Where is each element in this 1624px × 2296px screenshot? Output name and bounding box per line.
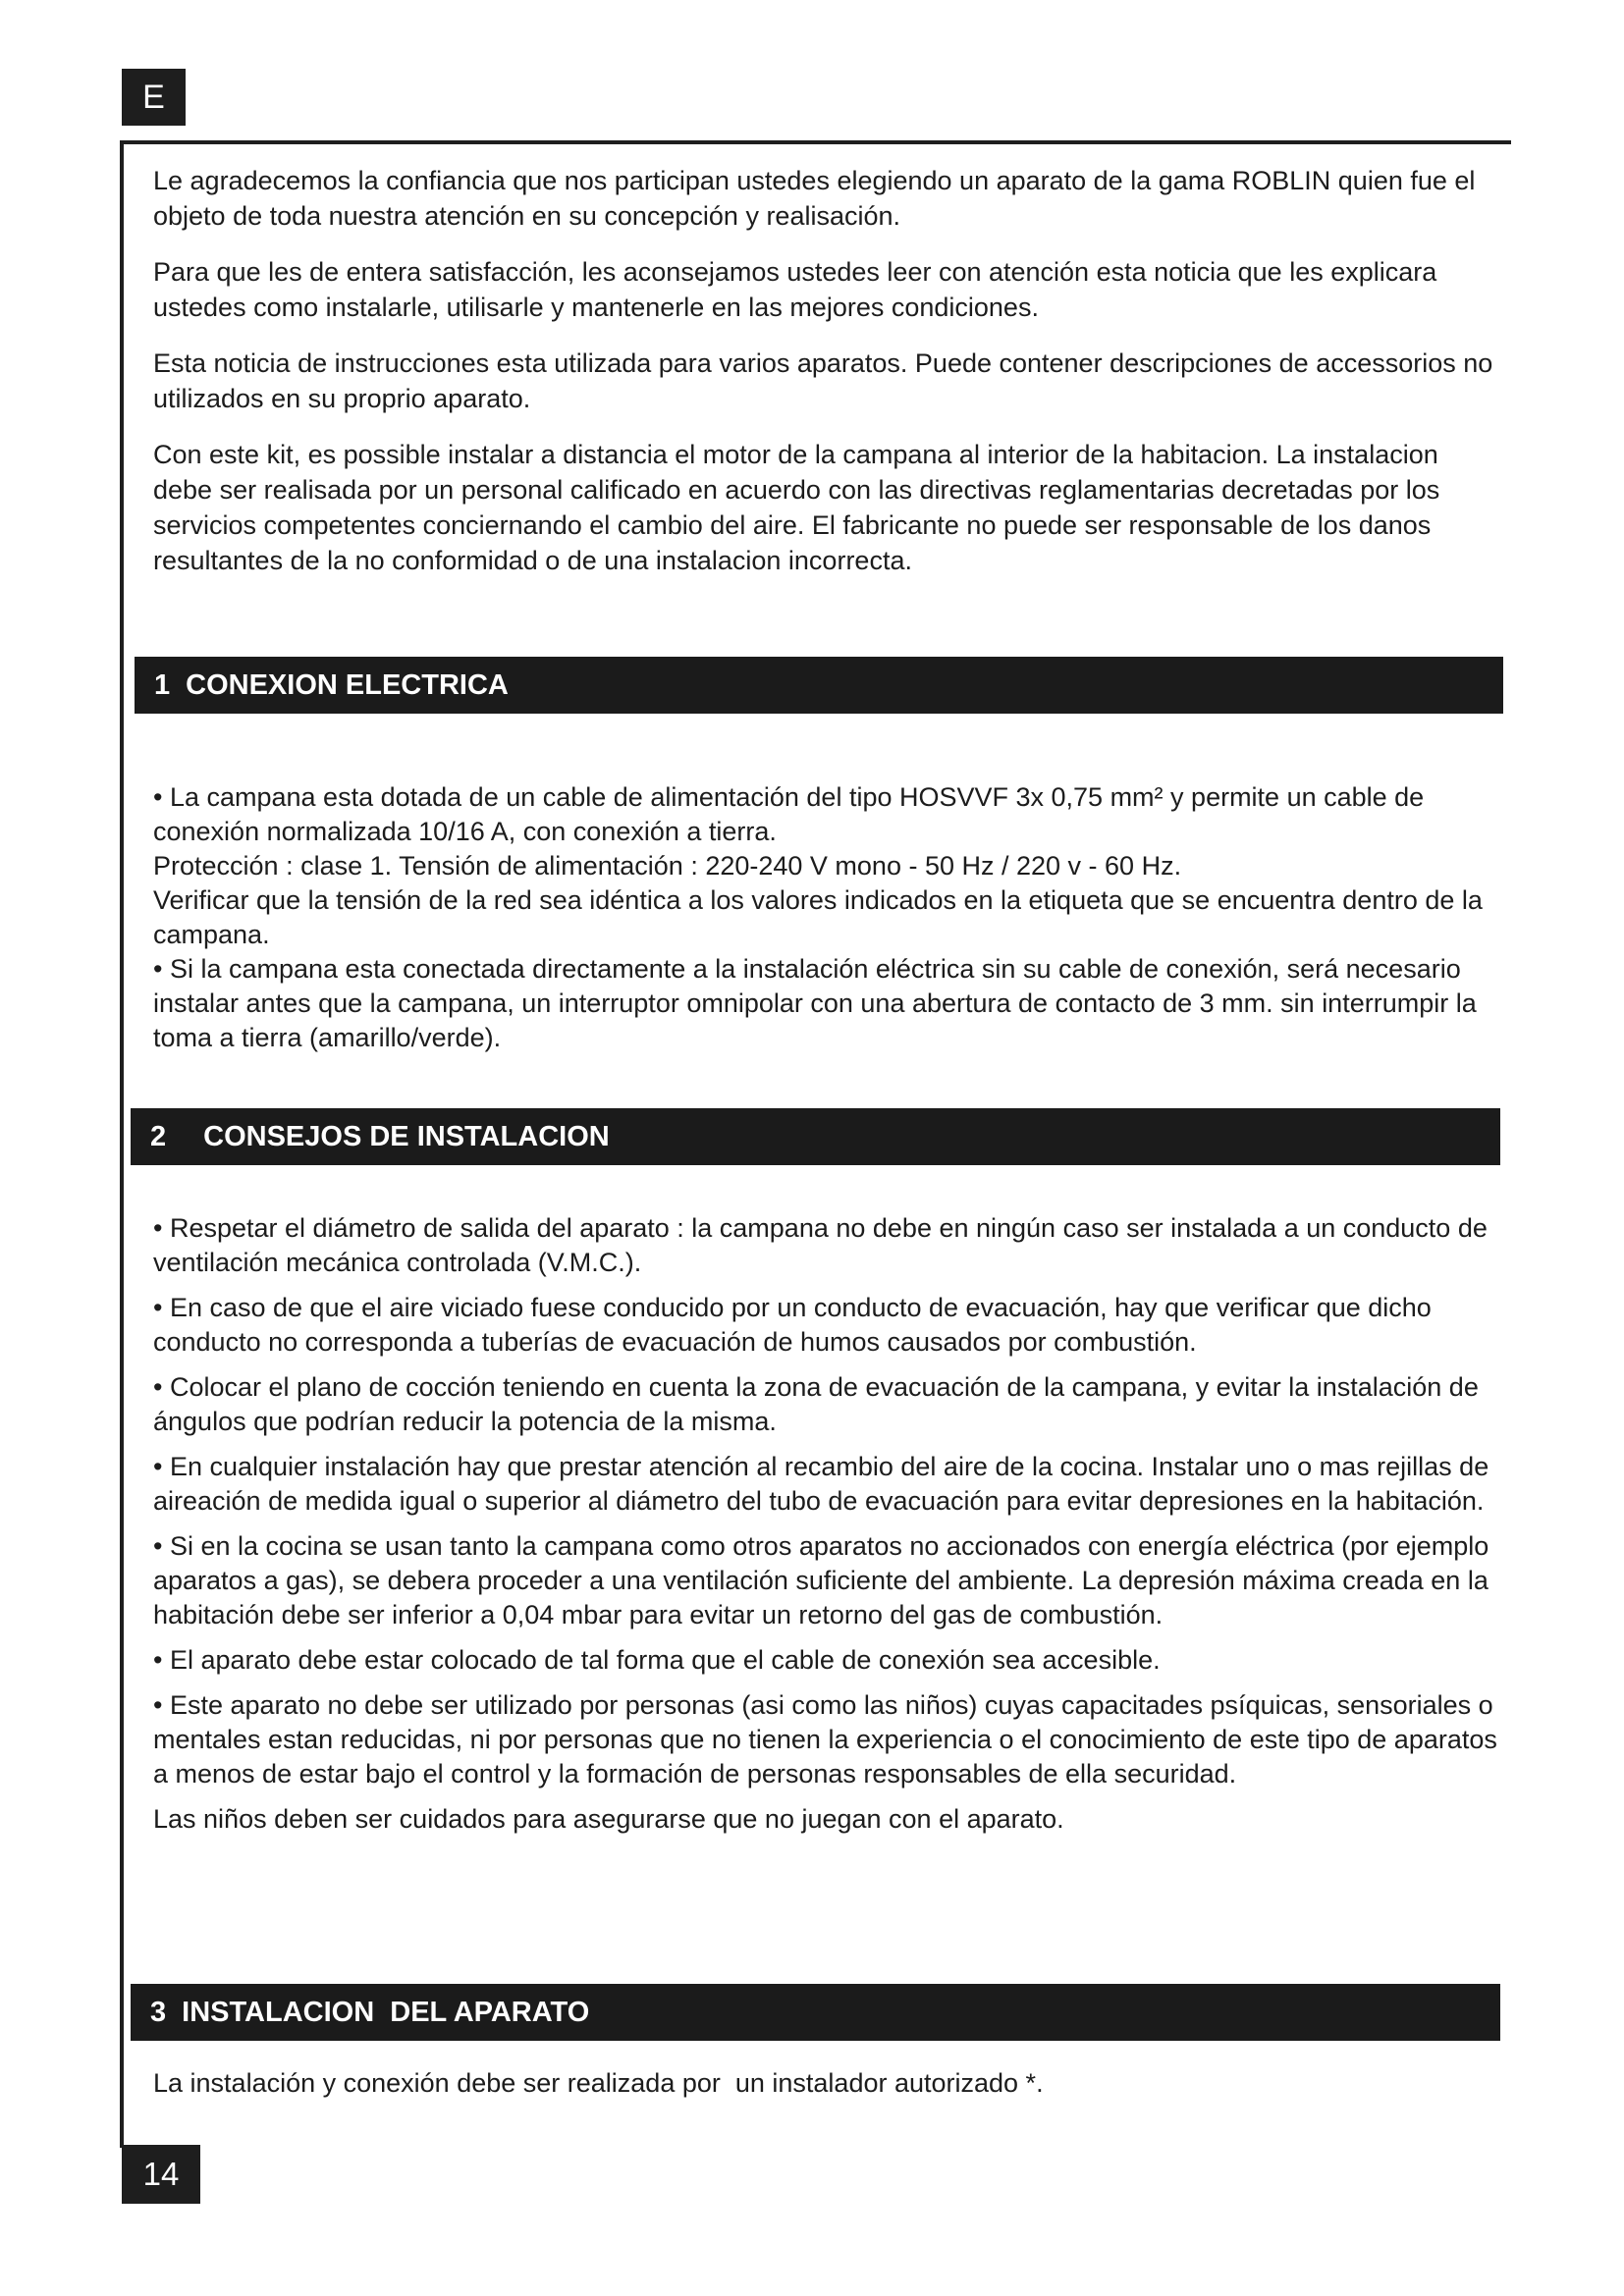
section-body-consejos-de-instalacion	[153, 1211, 1498, 1837]
section-title: CONSEJOS DE INSTALACION	[203, 1120, 610, 1152]
page-number: 14	[122, 2145, 200, 2204]
section-number: 2	[150, 1120, 167, 1152]
section-line: Protección : clase 1. Tensión de alimentación : 220-240 V mono - 50 Hz / 220 v - 60 Hz.	[153, 851, 1182, 881]
section-line: • Si la campana esta conectada directamente a la instalación eléctrica sin su cable de conexión, será necesario instalar antes que la campana, un interruptor omnipolar con una abertura de contacto de 3 mm. sin interrumpir la toma a tierra (amarillo/verde).	[153, 954, 1477, 1052]
section-line: Las niños deben ser cuidados para asegurarse que no juegan con el aparato.	[153, 1804, 1064, 1834]
section-body-conexion-electrica	[153, 780, 1498, 1055]
section-line: • Colocar el plano de cocción teniendo en cuenta la zona de evacuación de la campana, y evitar la instalación de ángulos que podrían reducir la potencia de la misma.	[153, 1372, 1479, 1436]
intro-paragraph: Esta noticia de instrucciones esta utilizada para varios aparatos. Puede contener descripciones de accessorios no utilizados en su proprio aparato.	[153, 348, 1493, 413]
section-line: • En cualquier instalación hay que prestar atención al recambio del aire de la cocina. Instalar uno o mas rejillas de aireación de medida igual o superior al diámetro del tubo de evacuación para evitar depresiones en la habitación.	[153, 1452, 1489, 1516]
section-line: • El aparato debe estar colocado de tal forma que el cable de conexión sea accesible.	[153, 1645, 1161, 1675]
intro-paragraph: Para que les de entera satisfacción, les aconsejamos ustedes leer con atención esta noticia que les explicara ustedes como instalarle, utilisarle y mantenerle en las mejores condiciones.	[153, 257, 1437, 322]
section-header-conexion-electrica	[135, 657, 1503, 714]
section-number: 3	[150, 1996, 167, 2028]
section-line: • En caso de que el aire viciado fuese conducido por un conducto de evacuación, hay que verificar que dicho conducto no corresponda a tuberías de evacuación de humos causados por combustión.	[153, 1293, 1432, 1357]
intro-paragraph: Le agradecemos la confiancia que nos participan ustedes elegiendo un aparato de la gama ROBLIN quien fue el objeto de toda nuestra atención en su concepción y realisación.	[153, 166, 1476, 231]
section-header-consejos-de-instalacion	[131, 1108, 1500, 1165]
section-line: • Respetar el diámetro de salida del aparato : la campana no debe en ningún caso ser instalada a un conducto de ventilación mecánica controlada (V.M.C.).	[153, 1213, 1488, 1277]
left-rule	[120, 140, 124, 2148]
top-rule	[120, 140, 1511, 144]
section-line: Verificar que la tensión de la red sea idéntica a los valores indicados en la etiqueta que se encuentra dentro de la campana.	[153, 885, 1483, 949]
section-line: • Este aparato no debe ser utilizado por personas (asi como las niños) cuyas capacitades psíquicas, sensoriales o mentales estan reducidas, ni por personas que no tienen la experiencia o el conocimiento de este tipo de aparatos a menos de estar bajo el control y la formación de personas responsables de ella securidad.	[153, 1690, 1497, 1789]
language-badge: E	[122, 69, 186, 126]
section-title: INSTALACION DEL APARATO	[182, 1996, 590, 2028]
section-header-instalacion-del-aparato	[131, 1984, 1500, 2041]
intro-paragraph: Con este kit, es possible instalar a distancia el motor de la campana al interior de la habitacion. La instalacion debe ser realisada por un personal calificado en acuerdo con las directivas reglamentarias decretadas por los servicios competentes conciernando el cambio del aire. El fabricante no puede ser responsable de los danos resultantes de la no conformidad o de una instalacion incorrecta.	[153, 440, 1440, 575]
section-line: • La campana esta dotada de un cable de alimentación del tipo HOSVVF 3x 0,75 mm² y permite un cable de conexión normalizada 10/16 A, con conexión a tierra.	[153, 782, 1425, 846]
section-number: 1	[154, 668, 171, 701]
section-title: CONEXION ELECTRICA	[186, 668, 509, 701]
section-line: La instalación y conexión debe ser realizada por un instalador autorizado *.	[153, 2068, 1044, 2098]
section-body-instalacion-del-aparato	[153, 2066, 1498, 2101]
section-line: • Si en la cocina se usan tanto la campana como otros aparatos no accionados con energía eléctrica (por ejemplo aparatos a gas), se debera proceder a una ventilación suficiente del ambiente. La depresión máxima creada en la habitación debe ser inferior a 0,04 mbar para evitar un retorno del gas de combustión.	[153, 1531, 1489, 1629]
